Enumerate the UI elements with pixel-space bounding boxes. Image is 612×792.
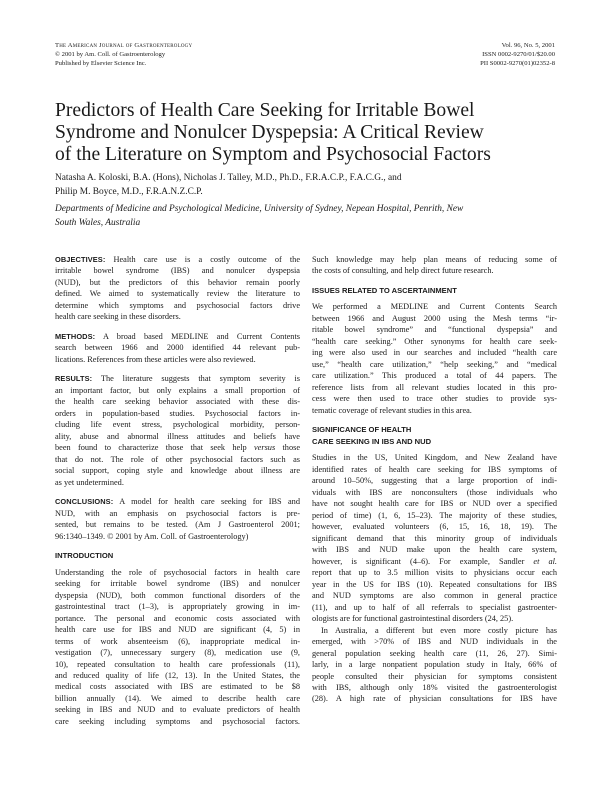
abstract-results: RESULTS: The literature suggests that symptom severity is an important factor, but only explains a small proportion of the health care seeking behavior associated with these dis- orders in population-based studies. Psychosocial factors in- cluding life event stress, psychological morbidity, person- ality, abuse and abnormal illness attitudes and beliefs have been found to characterize those that seek help versus those that do not. The role of other psychosocial factors such as social support, coping style and knowledge about illness are as yet undetermined. <box>55 374 300 487</box>
conclusions-label: CONCLUSIONS: <box>55 497 114 507</box>
right-column <box>312 254 557 705</box>
methods-label: METHODS: <box>55 331 96 341</box>
significance-paragraph: Studies in the US, United Kingdom, and New Zealand have identified rates of health care seeking for IBS symptoms of around 10–50%, suggesting that a large proportion of indi- viduals with IBS are nonconsulters (those individuals who have not sought health care for IBS or NUD over a specified period of time) (1, 6, 15–23). The majority of these studies, however, evaluated volunteers (6, 15, 16, 18, 19). The significant demand that this minority group of individuals with IBS and NUD make upon the health care system, however, is significant (4–6). For example, Sandler et al. report that up to 3.5 million visits to physicians occur each year in the US for IBS (10). Repeated consultations for IBS and NUD symptoms are also common in general practice (11), and up to half of all referrals to specialist gastroenter- ologists are for functional gastrointestinal disorders (24, 25). <box>312 453 558 624</box>
left-column <box>55 254 300 727</box>
section-heading-significance-line2: CARE SEEKING IN IBS AND NUD <box>312 436 432 446</box>
author-list <box>55 171 560 199</box>
title-line: of the Literature on Symptom and Psychosocial Factors <box>55 144 491 165</box>
affiliation-line: South Wales, Australia <box>55 218 141 228</box>
section-heading-significance: SIGNIFICANCE OF HEALTH <box>312 425 412 435</box>
volume-line: Vol. 96, No. 5, 2001 <box>501 42 555 49</box>
section-heading-introduction: INTRODUCTION <box>55 551 114 561</box>
abstract-objectives: OBJECTIVES: Health care use is a costly outcome of the irritable bowel syndrome (IBS) and nonulcer dyspepsia (NUD), but the predictors of this behavior remain poorly defined. We aimed to systematically review the literature to determine which symptoms and psychosocial factors drive health care seeking in these disorders. <box>55 255 300 322</box>
journal-name: The American Journal of Gastroenterology <box>55 42 193 49</box>
title-line: Predictors of Health Care Seeking for Irritable Bowel <box>55 100 475 121</box>
publisher-line: Published by Elsevier Science Inc. <box>55 60 147 67</box>
affiliation-line: Departments of Medicine and Psychological Medicine, University of Sydney, Nepean Hospital, Penrith, New <box>55 204 464 214</box>
pii-line: PII S0002-9270(01)02352-8 <box>480 60 555 67</box>
author-line: Natasha A. Koloski, B.A. (Hons), Nicholas J. Talley, M.D., Ph.D., F.R.A.C.P., F.A.C.G., and <box>55 173 402 183</box>
copyright-line: © 2001 by Am. Coll. of Gastroenterology <box>55 51 166 58</box>
abstract-conclusions: CONCLUSIONS: A model for health care seeking for IBS and NUD, with an emphasis on psychosocial factors is pre- sented, but remains to be tested. (Am J Gastroenterol 2001; 96:1340–1349. © 2001 by Am. Coll. of Gastroenterology) <box>55 497 300 541</box>
title-line: Syndrome and Nonulcer Dyspepsia: A Critical Review <box>55 122 484 143</box>
introduction-continued: Such knowledge may help plan means of reducing some of the costs of consulting, and help direct future research. <box>312 255 557 276</box>
affiliation <box>55 202 560 230</box>
journal-header-left <box>55 41 192 68</box>
et-al-word: et al. <box>533 556 558 566</box>
significance-paragraph-2: In Australia, a different but even more costly picture has emerged, with >70% of IBS and NUD individuals in the general population seeking health care (11, 26, 27). Simi- larly, in a large nonpatient population study in Italy, 66% of people consulted their physician for symptoms consistent with IBS, although only 18% visited the gastroenterologist (28). A high rate of physician consultations for IBS have <box>312 625 557 704</box>
journal-header-right <box>480 41 555 68</box>
author-line: Philip M. Boyce, M.D., F.R.A.N.Z.C.P. <box>55 187 203 197</box>
introduction-paragraph: Understanding the role of psychosocial factors in health care seeking for irritable bowel syndrome (IBS) and nonulcer dyspepsia (NUD), both common functional disorders of the gastrointestinal tract (1–3), is appropriately growing in im- portance. The personal and economic costs associated with health care use for IBS and NUD are significant (4, 5) in terms of work absenteeism (6), inappropriate medical in- vestigation (7), unnecessary surgery (8), medication use (9, 10), repeated consultation to health care professionals (11), and reduced quality of life (12, 13). In the United States, the medical costs associated with IBS are estimated to be $8 billion annually (14). We aimed to describe health care seeking in IBS and NUD and to evaluate predictors of health care seeking including symptoms and psychosocial factors. <box>55 567 300 726</box>
issn-line: ISSN 0002-9270/01/$20.00 <box>482 51 555 58</box>
article-title <box>55 100 565 166</box>
abstract-methods: METHODS: A broad based MEDLINE and Current Contents search between 1966 and 2000 identified 44 relevant pub- lications. References from these articles were also reviewed. <box>55 331 300 364</box>
objectives-label: OBJECTIVES: <box>55 255 106 264</box>
section-heading-ascertainment: ISSUES RELATED TO ASCERTAINMENT <box>312 285 457 295</box>
results-label: RESULTS: <box>55 374 93 384</box>
ascertainment-paragraph: We performed a MEDLINE and Current Contents Search between 1966 and August 2000 using the Mesh terms “ir- ritable bowel syndrome” and “functional dyspepsia” and “health care seeking.” Other synonyms for health care seek- ing were also used in our searches and included “health care use,” “health care utilization,” “help seeking,” and “medical care utilization.” This produced a total of 44 papers. The reference lists from all relevant studies located in this pro- cess were then used to trace other studies to provide sys- tematic coverage of relevant studies in this area. <box>312 302 557 415</box>
versus-word: versus <box>253 443 276 453</box>
